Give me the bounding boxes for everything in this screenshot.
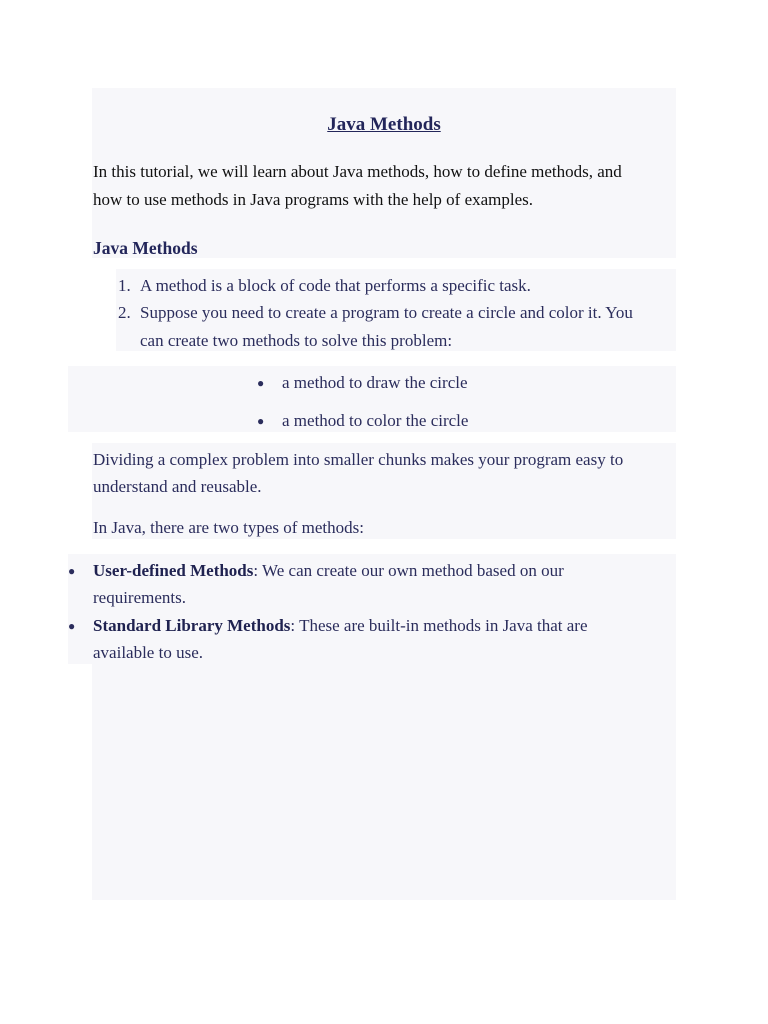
type-item-2-name: Standard Library Methods — [93, 616, 291, 635]
dividing-line-1: Dividing a complex problem into smaller chunks makes your program easy to — [93, 450, 624, 469]
bullet-icon: ● — [68, 564, 76, 578]
page-title: Java Methods — [327, 114, 441, 135]
type-item-2-line-1 — [93, 616, 588, 636]
bullet-icon: ● — [257, 376, 265, 390]
list-number-1: 1. — [118, 276, 131, 295]
type-item-1-name: User-defined Methods — [93, 561, 254, 580]
type-item-2-line-2: available to use. — [93, 643, 203, 662]
type-item-1-line-2: requirements. — [93, 588, 186, 607]
type-item-1-line-1 — [93, 561, 564, 581]
dividing-line-2: understand and reusable. — [93, 477, 262, 496]
list-item-2-line-2: can create two methods to solve this problem: — [140, 331, 453, 350]
list-number-2: 2. — [118, 303, 131, 322]
content-block-bottom — [92, 664, 676, 900]
types-intro: In Java, there are two types of methods: — [93, 518, 364, 537]
intro-line-2: how to use methods in Java programs with the help of examples. — [93, 190, 534, 209]
list-item-1: A method is a block of code that performs a specific task. — [140, 276, 531, 295]
section-heading: Java Methods — [93, 238, 198, 258]
intro-line-1: In this tutorial, we will learn about Java methods, how to define methods, and — [93, 162, 622, 181]
bullet-icon: ● — [68, 619, 76, 633]
sub-bullet-1: a method to draw the circle — [282, 373, 468, 392]
list-item-2-line-1: Suppose you need to create a program to create a circle and color it. You — [140, 303, 633, 322]
type-item-1-desc: : We can create our own method based on our — [253, 561, 564, 580]
sub-bullet-2: a method to color the circle — [282, 411, 469, 430]
bullet-icon: ● — [257, 414, 265, 428]
type-item-2-desc: : These are built-in methods in Java that are — [290, 616, 588, 635]
